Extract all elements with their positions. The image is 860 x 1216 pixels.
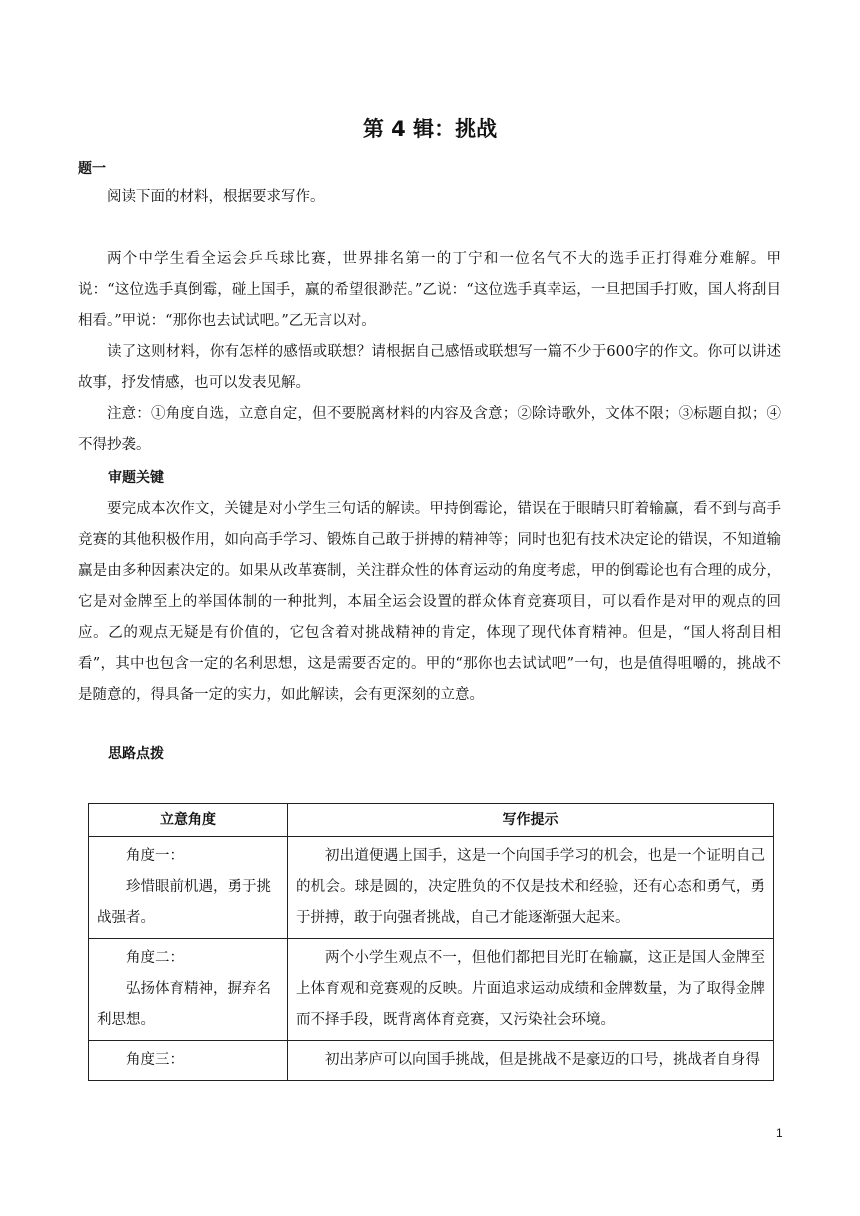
paragraph-analysis: 要完成本次作文，关键是对小学生三句话的解读。甲持倒霉论，错误在于眼睛只盯着输赢，看不到与高手竞赛的其他积极作用，如向高手学习、锻炼自己敢于拼搏的精神等；同时也犯有技术决定论的错误，不知道输赢是由多种因素决定的。如果从改革赛制，关注群众性的体育运动的角度考虑，甲的倒霉论也有合理的成分，它是对金牌至上的举国体制的一种批判，本届全运会设置的群众体育竞赛项目，可以看作是对甲的观点的回应。乙的观点无疑是有价值的，它包含着对挑战精神的肯定，体现了现代体育精神。但是，“国人将刮目相看”，其中也包含一定的名利思想，这是需要否定的。甲的“那你也去试试吧”一句，也是值得咀嚼的，挑战不是随意的，得具备一定的实力，如此解读，会有更深刻的立意。	[78, 501, 781, 703]
table-cell-angle	[89, 1041, 288, 1081]
page-number: 1	[776, 1126, 783, 1140]
angle-label: 角度三：	[126, 1052, 184, 1068]
writing-tip: 两个小学生观点不一，但他们都把目光盯在输赢，这正是国人金牌至上体育观和竞赛观的反映。片面追求运动成绩和金牌数量，为了取得金牌而不择手段，既背离体育竞赛，又污染社会环境。	[296, 950, 765, 1028]
table-cell-tip	[288, 837, 774, 939]
writing-tip: 初出茅庐可以向国手挑战，但是挑战不是豪迈的口号，挑战者自身得	[325, 1052, 760, 1068]
angle-label: 角度二：	[126, 950, 184, 966]
table-cell-tip	[288, 939, 774, 1041]
section-heading-1: 题一	[78, 161, 106, 177]
table-header-row	[89, 804, 774, 837]
angle-idea: 弘扬体育精神，摒弃名利思想。	[97, 981, 271, 1028]
paragraph-requirement: 读了这则材料，你有怎样的感悟或联想？请根据自己感悟或联想写一篇不少于600字的作文。你可以讲述故事，抒发情感，也可以发表见解。	[78, 344, 781, 391]
section-heading-3: 思路点拨	[108, 746, 164, 762]
table-header-tip: 写作提示	[288, 804, 774, 837]
page-title: 第 4 辑：挑战	[362, 117, 498, 141]
ideas-table	[88, 803, 774, 1081]
table-header-angle: 立意角度	[89, 804, 288, 837]
writing-tip: 初出道便遇上国手，这是一个向国手学习的机会，也是一个证明自己的机会。球是圆的，决定胜负的不仅是技术和经验，还有心态和勇气，勇于拼搏，敢于向强者挑战，自己才能逐渐强大起来。	[296, 848, 765, 926]
angle-label: 角度一：	[126, 848, 184, 864]
table-cell-tip	[288, 1041, 774, 1081]
paragraph-material: 两个中学生看全运会乒乓球比赛，世界排名第一的丁宁和一位名气不大的选手正打得难分难解。甲说：“这位选手真倒霉，碰上国手，赢的希望很渺茫。”乙说：“这位选手真幸运，一旦把国手打败，国人将刮目相看。”甲说：“那你也去试试吧。”乙无言以对。	[78, 251, 781, 329]
table-row	[89, 1041, 774, 1081]
table-cell-angle	[89, 837, 288, 939]
table-row	[89, 939, 774, 1041]
paragraph-notice: 注意：①角度自选，立意自定，但不要脱离材料的内容及含意；②除诗歌外，文体不限；③标题自拟；④不得抄袭。	[78, 406, 781, 453]
section-heading-2: 审题关键	[108, 470, 164, 486]
paragraph-instruction: 阅读下面的材料，根据要求写作。	[107, 189, 325, 205]
table-row	[89, 837, 774, 939]
angle-idea: 珍惜眼前机遇，勇于挑战强者。	[97, 879, 271, 926]
table-cell-angle	[89, 939, 288, 1041]
